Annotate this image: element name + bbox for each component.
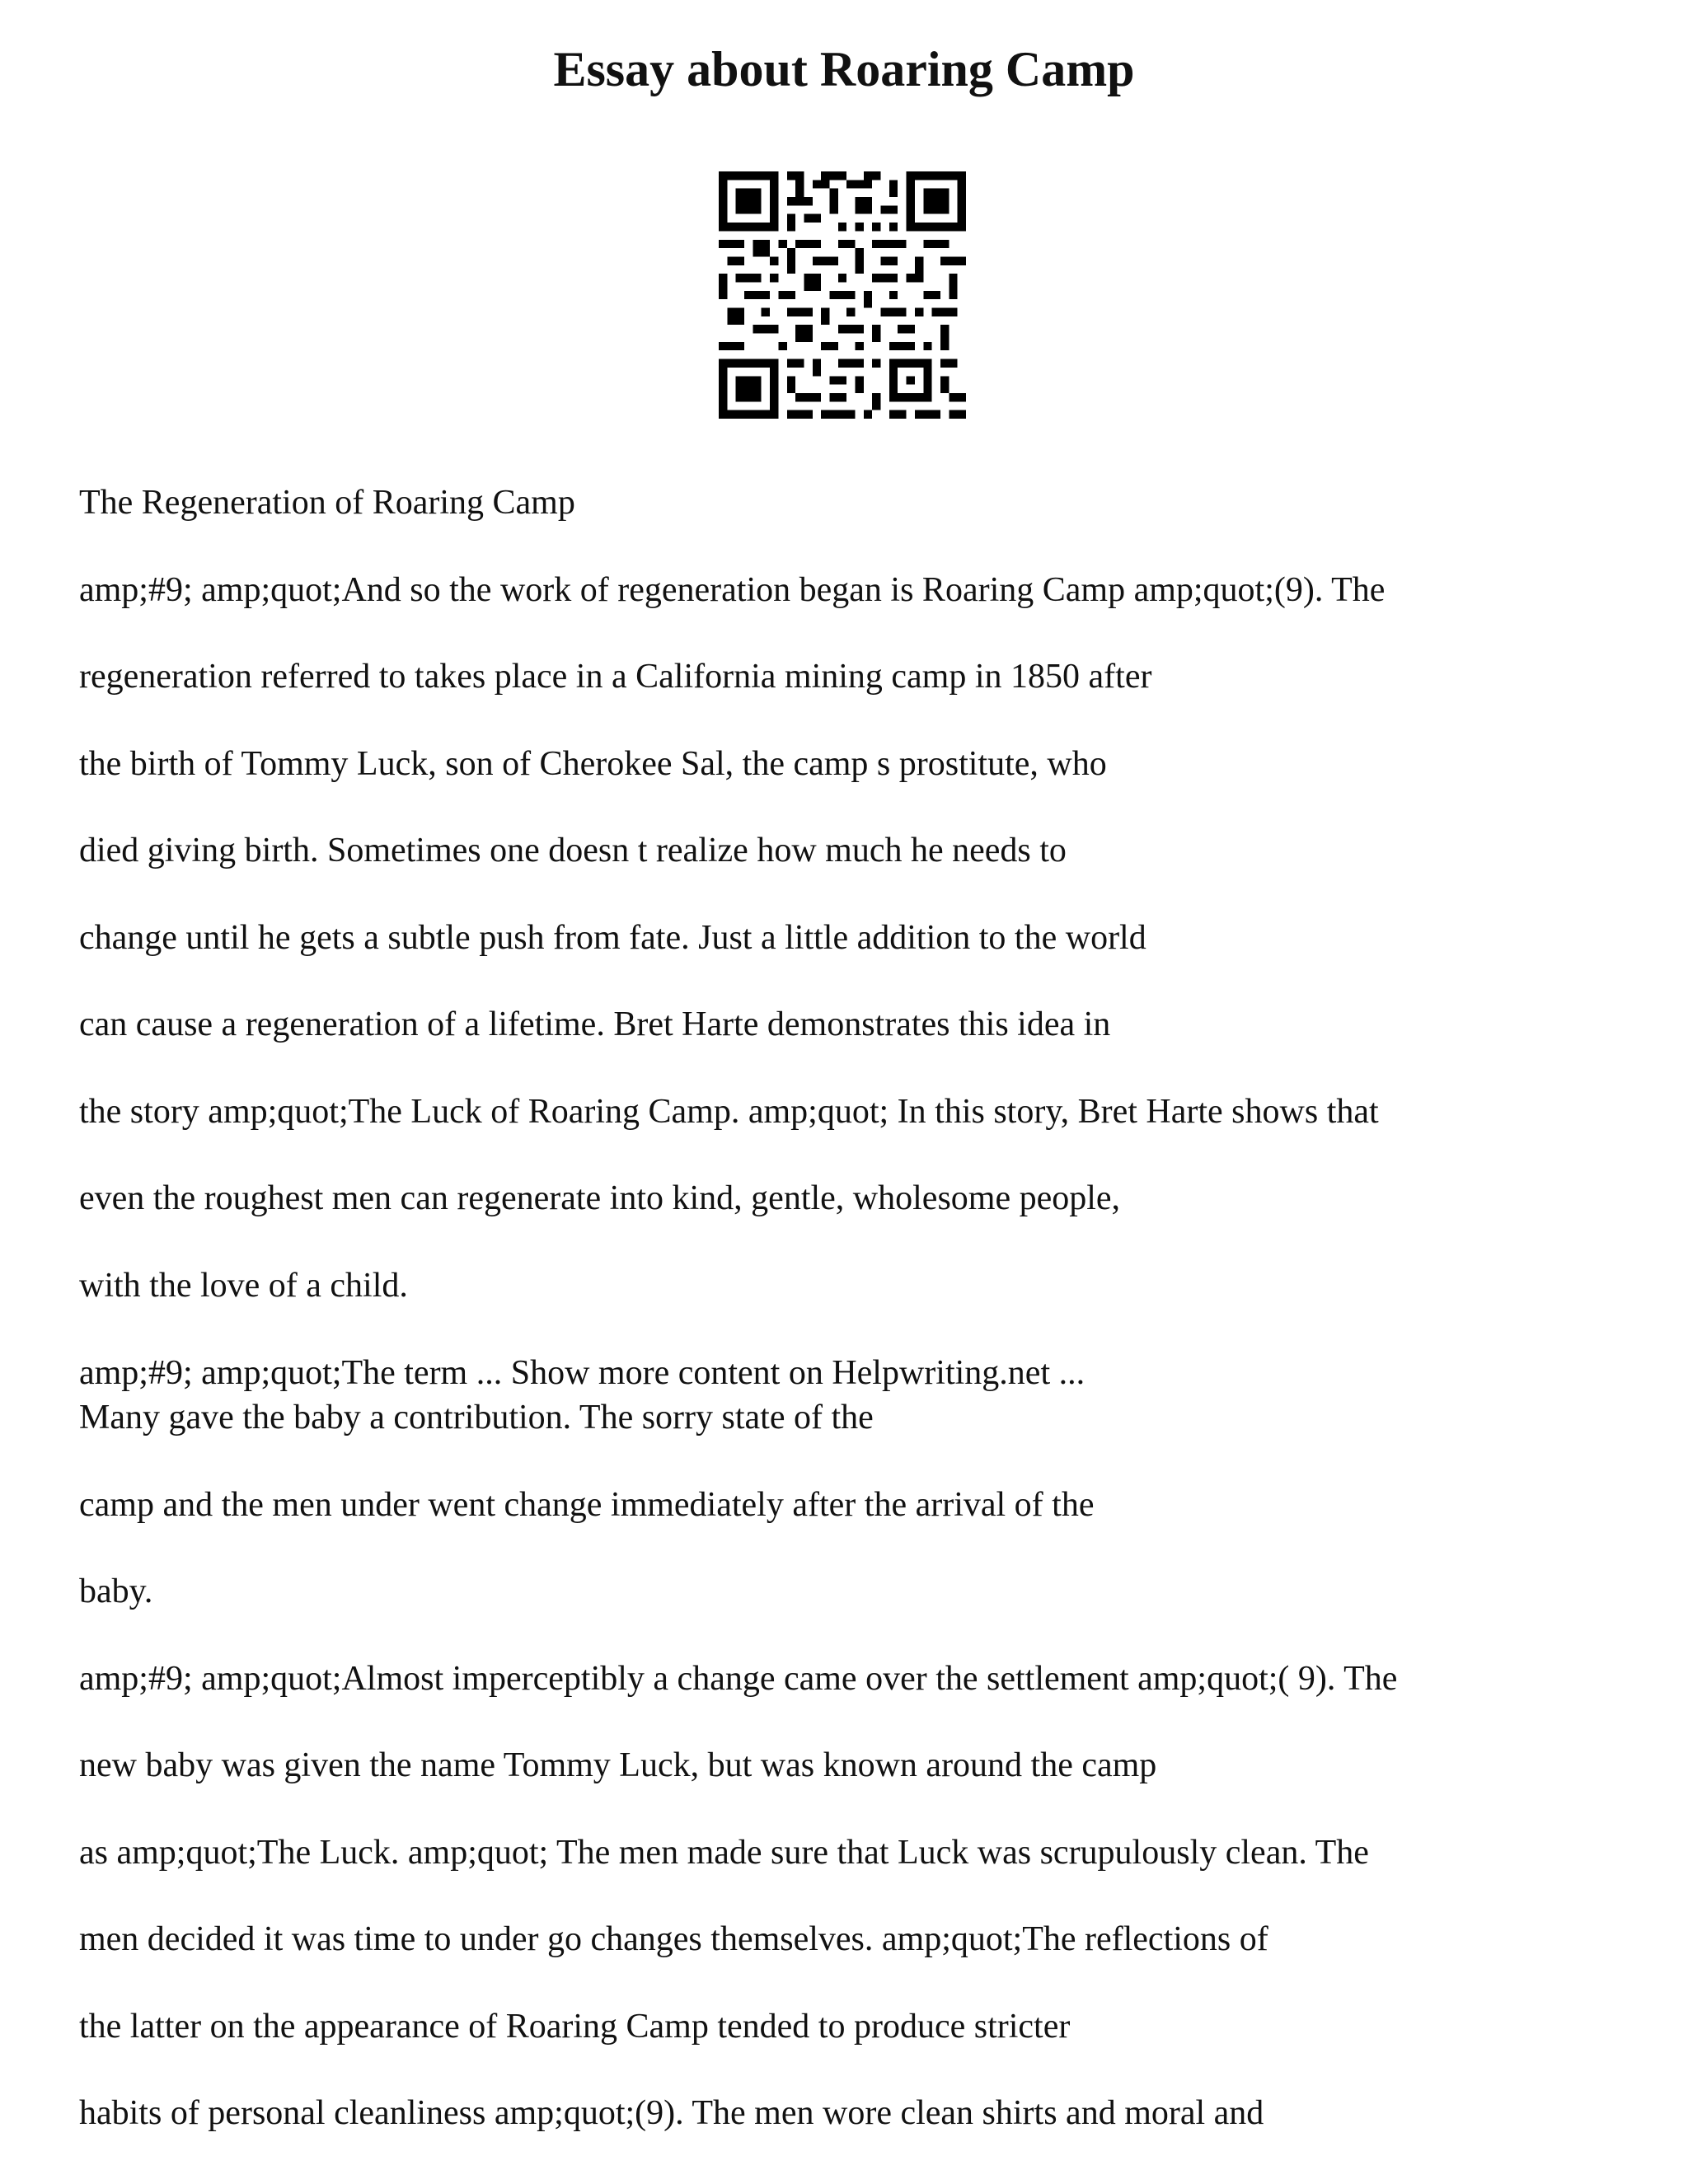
paragraph-line: as amp;quot;The Luck. amp;quot; The men made sure that Luck was scrupulously clean. The <box>79 1834 1369 1872</box>
paragraph-line: camp and the men under went change immediately after the arrival of the <box>79 1486 1095 1524</box>
paragraph-line: amp;#9; amp;quot;Almost imperceptibly a change came over the settlement amp;quot;( 9). The <box>79 1660 1398 1698</box>
paragraph-line: regeneration referred to takes place in a California mining camp in 1850 after <box>79 658 1152 696</box>
paragraph-line: can cause a regeneration of a lifetime. Bret Harte demonstrates this idea in <box>79 1005 1111 1043</box>
paragraph-line: Many gave the baby a contribution. The sorry state of the <box>79 1399 874 1436</box>
paragraph-line: the birth of Tommy Luck, son of Cherokee Sal, the camp s prostitute, who <box>79 745 1107 783</box>
qr-code-icon[interactable] <box>719 171 966 419</box>
paragraph-line: the latter on the appearance of Roaring Camp tended to produce stricter <box>79 2008 1071 2046</box>
paragraph-line: the story amp;quot;The Luck of Roaring Camp. amp;quot; In this story, Bret Harte shows that <box>79 1093 1379 1131</box>
paragraph-line: habits of personal cleanliness amp;quot;(9). The men wore clean shirts and moral and <box>79 2094 1264 2132</box>
paragraph-line: with the love of a child. <box>79 1267 408 1305</box>
paragraph-line: even the roughest men can regenerate into kind, gentle, wholesome people, <box>79 1179 1121 1217</box>
section-heading: The Regeneration of Roaring Camp <box>79 484 575 522</box>
paragraph-line: men decided it was time to under go changes themselves. amp;quot;The reflections of <box>79 1920 1268 1958</box>
paragraph-line: new baby was given the name Tommy Luck, but was known around the camp <box>79 1746 1157 1784</box>
paragraph-line: change until he gets a subtle push from fate. Just a little addition to the world <box>79 919 1146 957</box>
paragraph-line: baby. <box>79 1572 153 1610</box>
page-title: Essay about Roaring Camp <box>553 42 1135 96</box>
paragraph-line: amp;#9; amp;quot;And so the work of regeneration began is Roaring Camp amp;quot;(9). The <box>79 571 1386 609</box>
show-more-line: amp;#9; amp;quot;The term ... Show more content on Helpwriting.net ... <box>79 1354 1085 1392</box>
paragraph-line: died giving birth. Sometimes one doesn t realize how much he needs to <box>79 832 1067 869</box>
